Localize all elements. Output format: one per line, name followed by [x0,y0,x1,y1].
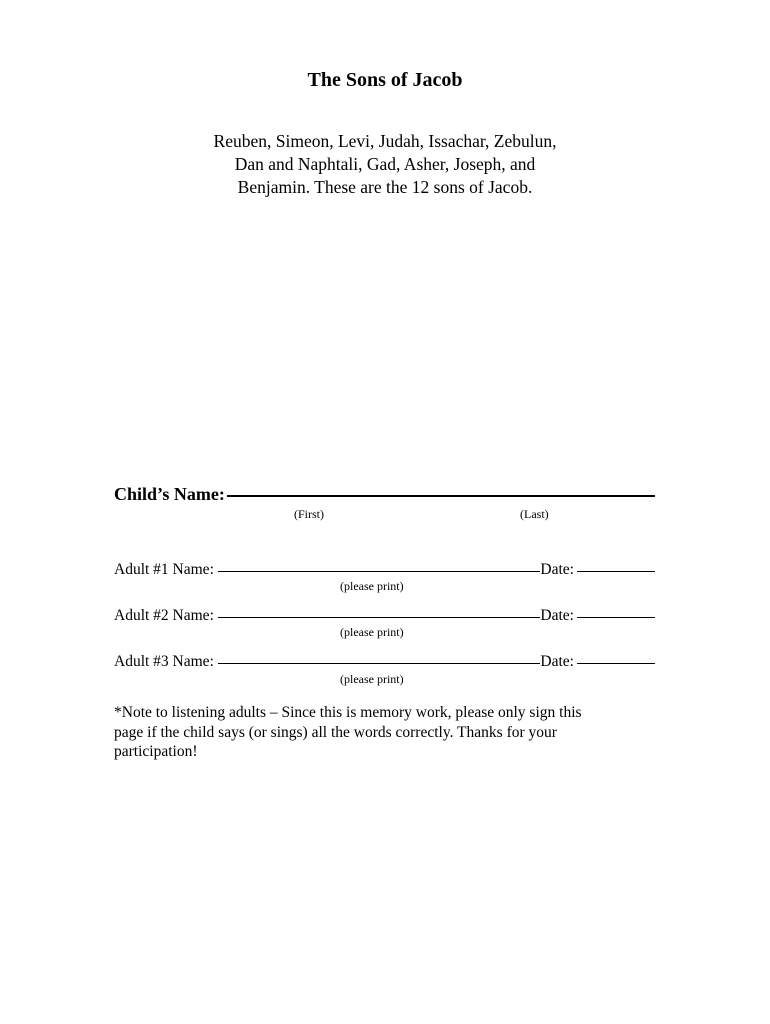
memory-verse [170,130,600,199]
first-name-hint: (First) [294,507,324,521]
adult-1-date-label: Date: [540,561,574,578]
verse-line: Benjamin. These are the 12 sons of Jacob. [237,177,533,197]
adult-3-date-label: Date: [540,653,574,670]
child-name-field[interactable] [227,494,655,497]
adult-3-print-hint: (please print) [340,672,404,686]
page-title: The Sons of Jacob [307,69,463,91]
adult-2-print-hint: (please print) [340,625,404,639]
last-name-hint: (Last) [520,507,549,521]
adult-2-name-label: Adult #2 Name: [114,607,214,624]
adult-1-date-field[interactable] [577,570,655,572]
adult-2-date-field[interactable] [577,616,655,618]
adult-1-name-field[interactable] [218,570,541,572]
adult-3-row [114,653,655,671]
verse-line: Reuben, Simeon, Levi, Judah, Issachar, Zebulun, [213,131,557,151]
adult-2-date-label: Date: [540,607,574,624]
note-line: *Note to listening adults – Since this is memory work, please only sign this [114,704,582,721]
adult-1-row [114,561,655,579]
adult-2-name-field[interactable] [218,616,541,618]
note-to-adults [114,703,659,762]
adult-2-row [114,607,655,625]
adult-3-name-field[interactable] [218,662,541,664]
child-name-row [114,484,655,505]
verse-line: Dan and Naphtali, Gad, Asher, Joseph, and [234,154,536,174]
adult-1-name-label: Adult #1 Name: [114,561,214,578]
adult-3-name-label: Adult #3 Name: [114,653,214,670]
child-name-label: Child’s Name: [114,484,225,504]
adult-1-print-hint: (please print) [340,579,404,593]
note-line: page if the child says (or sings) all the words correctly. Thanks for your [114,723,557,741]
adult-3-date-field[interactable] [577,662,655,664]
note-line: participation! [114,743,198,760]
